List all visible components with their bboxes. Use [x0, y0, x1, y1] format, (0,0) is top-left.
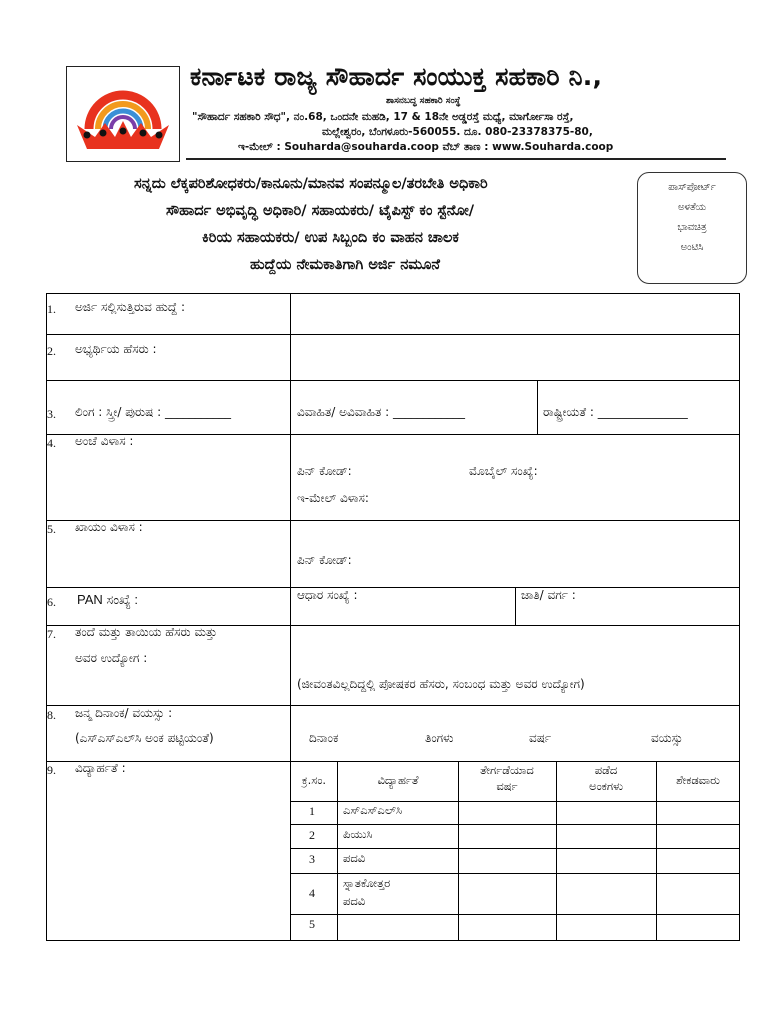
edu-qualification: ಎಸ್‌ಎಸ್‌ಎಲ್‌ಸಿ	[343, 803, 403, 817]
edu-header-year-line-1: ತೇರ್ಗಡೆಯಾದ	[480, 763, 534, 777]
pan-number-label[interactable]: PAN ಸಂಖ್ಯೆ :	[77, 592, 139, 607]
photo-box-line-3: ಭಾವಚಿತ್ರ	[677, 222, 707, 233]
dob-date-label[interactable]: ದಿನಾಂಕ	[309, 731, 339, 745]
edu-header-percentage: ಶೇಕಡವಾರು	[676, 773, 720, 787]
edu-header-marks	[557, 762, 655, 794]
form-title-line-1: ಸನ್ನದು ಲೆಕ್ಕಪರಿಶೋಧಕರು/ಕಾನೂನು/ಮಾನವ ಸಂಪನ್ಮೂಲ/ತರಬೇತಿ ಅಧಿಕಾರಿ	[134, 176, 488, 192]
edu-serial: 4	[309, 886, 315, 900]
organization-subtitle: ಶಾಸನಬದ್ಧ ಸಹಕಾರಿ ಸಂಸ್ಥೆ	[386, 96, 461, 106]
dob-note: (ಎಸ್‌ಎಸ್‌ಎಲ್‌ಸಿ ಅಂಕ ಪಟ್ಟಿಯಂತೆ)	[75, 731, 214, 745]
edu-header-qualification: ವಿದ್ಯಾರ್ಹತೆ	[377, 773, 419, 787]
education-label: ವಿದ್ಯಾರ್ಹತೆ :	[75, 761, 126, 775]
edu-serial: 2	[309, 828, 315, 842]
form-title-line-2: ಸೌಹಾರ್ದ ಅಭಿವೃದ್ಧಿ ಅಧಿಕಾರಿ/ ಸಹಾಯಕರು/ ಟೈಪಿಸ್ಟ್ ಕಂ ಸ್ಟೆನೋ/	[166, 203, 475, 219]
parents-name-label-1: ತಂದೆ ಮತ್ತು ತಾಯಿಯ ಹೆಸರು ಮತ್ತು	[75, 625, 218, 639]
nationality-field[interactable]: ರಾಷ್ಟ್ರೀಯತೆ : _______________	[543, 405, 688, 419]
row-number: 5.	[47, 522, 56, 536]
row-divider	[47, 520, 739, 521]
form-title-line-4: ಹುದ್ದೆಯ ನೇಮಕಾತಿಗಾಗಿ ಅರ್ಜಿ ನಮೂನೆ	[250, 257, 440, 273]
guardian-note: (ಜೀವಂತವಿಲ್ಲದಿದ್ದಲ್ಲಿ ಪೋಷಕರ ಹೆಸರು, ಸಂಬಂಧ ಮತ್ತು ಅವರ ಉದ್ಯೋಗ)	[297, 677, 585, 691]
candidate-name-label: ಅಭ್ಯರ್ಥಿಯ ಹೆಸರು :	[75, 342, 157, 356]
letterhead-divider	[186, 158, 726, 160]
parents-name-label-2: ಅವರ ಉದ್ಯೋಗ :	[75, 651, 148, 665]
edu-qualification-line-2: ಪದವಿ	[343, 894, 366, 908]
contact-line: ಇ-ಮೇಲ್ : Souharda@souharda.coop ವೆಬ್ ತಾಣ : www.Souharda.coop	[238, 141, 614, 153]
row-divider	[47, 587, 739, 588]
address-line-1: "ಸೌಹಾರ್ದ ಸಹಕಾರಿ ಸೌಧ", ನಂ.68, ಒಂದನೇ ಮಹಡಿ, 17 & 18ನೇ ಅಡ್ಡರಸ್ತೆ ಮಧ್ಯೆ, ಮಾರ್ಗೋಸಾ ರಸ್ತೆ,	[192, 111, 574, 123]
row-number: 4.	[47, 436, 56, 450]
edu-header-year	[459, 762, 555, 794]
edu-row-divider	[290, 848, 739, 849]
edu-header-year-line-2: ವರ್ಷ	[496, 779, 518, 793]
marital-status-field[interactable]: ವಿವಾಹಿತ/ ಅವಿವಾಹಿತ : ____________	[297, 405, 466, 419]
pin-code-label[interactable]: ಪಿನ್ ಕೋಡ್:	[297, 464, 352, 478]
row-number: 1.	[47, 302, 56, 316]
edu-column-divider	[337, 761, 338, 940]
photo-box-line-2: ಅಳತೆಯ	[677, 202, 707, 213]
parents-name-field[interactable]	[291, 626, 739, 672]
row-number: 6.	[47, 595, 56, 609]
edu-row-divider	[290, 801, 739, 802]
passport-photo-box[interactable]	[637, 172, 747, 284]
age-label[interactable]: ವಯಸ್ಸು	[651, 731, 683, 745]
edu-header-marks-line-2: ಅಂಕಗಳು	[589, 779, 623, 793]
address-line-2: ಮಲ್ಲೇಶ್ವರಂ, ಬೆಂಗಳೂರು-560055. ದೂ. 080-23378375-80,	[322, 126, 593, 138]
row-number: 9.	[47, 763, 56, 777]
row-number: 2.	[47, 344, 56, 358]
rainbow-crown-logo-icon	[67, 67, 178, 160]
mobile-number-label[interactable]: ಮೊಬೈಲ್ ಸಂಖ್ಯೆ:	[469, 464, 538, 478]
edu-qualification: ಪಿಯುಸಿ	[343, 827, 373, 841]
organization-logo	[66, 66, 180, 162]
permanent-address-label: ಖಾಯಂ ವಿಳಾಸ :	[75, 520, 143, 534]
dob-year-label[interactable]: ವರ್ಷ	[529, 731, 552, 745]
edu-qualification: ಪದವಿ	[343, 851, 366, 865]
edu-serial: 1	[309, 804, 315, 818]
gender-field[interactable]: ಲಿಂಗ : ಸ್ತ್ರೀ/ ಪುರುಷ : ___________	[75, 405, 231, 419]
row-number: 3.	[47, 407, 56, 421]
edu-serial: 5	[309, 917, 315, 931]
applied-post-label: ಅರ್ಜಿ ಸಲ್ಲಿಸುತ್ತಿರುವ ಹುದ್ದೆ :	[75, 300, 186, 314]
candidate-name-field[interactable]	[291, 335, 739, 380]
caste-category-label[interactable]: ಜಾತಿ/ ವರ್ಗ :	[521, 588, 576, 602]
edu-row-divider	[290, 824, 739, 825]
column-divider	[537, 380, 538, 434]
aadhaar-number-label[interactable]: ಆಧಾರ ಸಂಖ್ಯೆ :	[297, 588, 358, 602]
application-form-table	[46, 293, 740, 941]
postal-address-label: ಅಂಚೆ ವಿಳಾಸ :	[75, 434, 134, 448]
edu-serial: 3	[309, 852, 315, 866]
row-number: 8.	[47, 708, 56, 722]
dob-age-label: ಜನ್ಮ ದಿನಾಂಕ/ ವಯಸ್ಸು :	[75, 706, 173, 720]
row-divider	[47, 434, 739, 435]
form-title-line-3: ಕಿರಿಯ ಸಹಾಯಕರು/ ಉಪ ಸಿಬ್ಬಂದಿ ಕಂ ವಾಹನ ಚಾಲಕ	[202, 230, 459, 246]
row-divider	[47, 380, 739, 381]
edu-header-serial: ಕ್ರ.ಸಂ.	[301, 773, 327, 787]
applied-post-field[interactable]	[291, 294, 739, 334]
edu-row-divider	[290, 873, 739, 874]
permanent-pin-code-label[interactable]: ಪಿನ್ ಕೋಡ್:	[297, 553, 352, 567]
dob-month-label[interactable]: ತಿಂಗಳು	[425, 731, 454, 745]
photo-box-line-1: ಪಾಸ್‌ಪೋರ್ಟ್	[668, 182, 716, 193]
column-divider	[515, 587, 516, 625]
row-number: 7.	[47, 627, 56, 641]
photo-box-line-4: ಅಂಟಿಸಿ	[680, 242, 704, 253]
edu-row-divider	[290, 914, 739, 915]
organization-name: ಕರ್ನಾಟಕ ರಾಜ್ಯ ಸೌಹಾರ್ದ ಸಂಯುಕ್ತ ಸಹಕಾರಿ ನಿ.,	[190, 62, 603, 91]
edu-header-marks-line-1: ಪಡೆದ	[594, 763, 618, 777]
column-divider	[290, 294, 291, 940]
email-address-label[interactable]: ಇ-ಮೇಲ್ ವಿಳಾಸ:	[297, 491, 369, 505]
edu-qualification-line-1: ಸ್ನಾತಕೋತ್ತರ	[343, 876, 391, 890]
